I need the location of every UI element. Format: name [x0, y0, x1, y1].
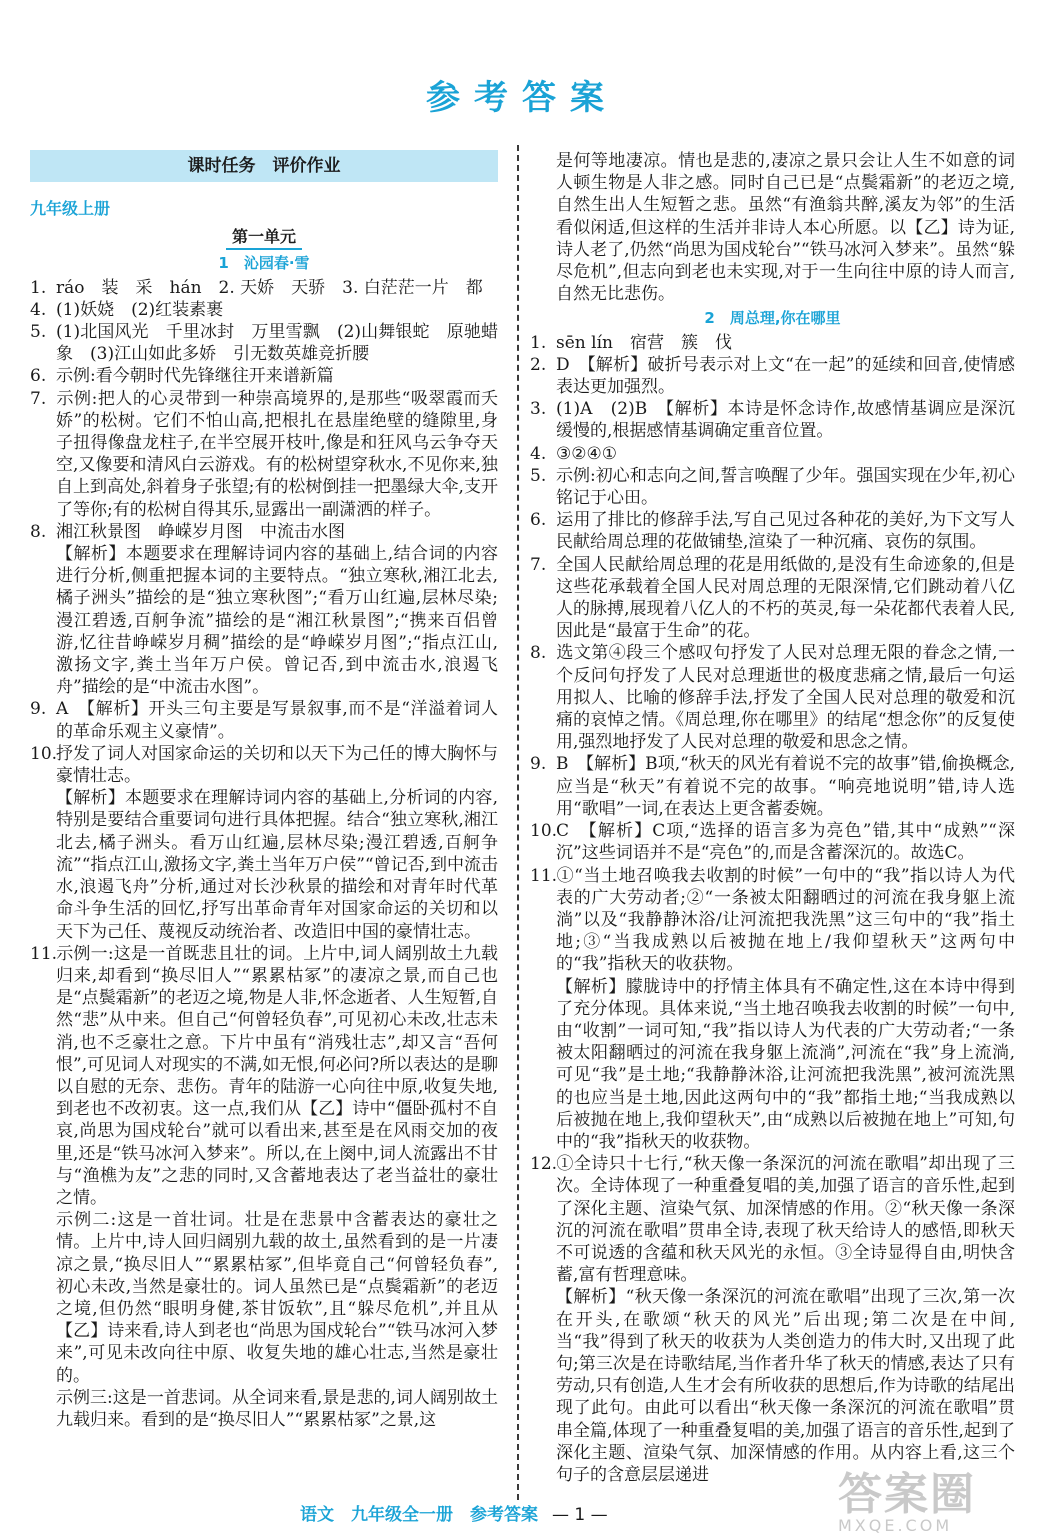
item-text: 全国人民献给周总理的花是用纸做的,是没有生命迹象的,但是这些花承载着全国人民对周总理的无限深情,它们跳动着八亿人的脉搏,展现着八亿人的不朽的英灵,每一朵花都代表着人民,因此是“最富于生命”的花。 [556, 554, 1015, 642]
item-number: 11. [530, 865, 558, 886]
item-number: 8. [30, 521, 47, 542]
answer-item [530, 332, 1015, 354]
item-number: 8. [530, 643, 547, 664]
answer-item [30, 521, 498, 543]
item-text: ③②④① [556, 443, 617, 464]
analysis-note: 【解析】本题要求在理解诗词内容的基础上,分析词的内容,特别是要结合重要词句进行具体把握。结合“独立寒秋,湘江北去,橘子洲头。看万山红遍,层林尽染;漫江碧透,百舸争流”“指点江山,激扬文字,粪土当年万户侯”“曾记否,到中流击水,浪遏飞舟”分析,通过对长沙秋景的描绘和对青年时代革命斗争生活的回忆,抒写出革命青年对国家命运的关切和以天下为己任、蔑视反动统治者、改造旧中国的豪情壮志。 [56, 788, 498, 942]
item-number: 10. [30, 743, 58, 764]
answer-item [30, 698, 498, 742]
answer-item [530, 865, 1015, 976]
item-number: 6. [30, 366, 47, 387]
section-banner: 课时任务 评价作业 [30, 150, 498, 182]
item-text: 示例:看今朝时代先锋继往开来谱新篇 [56, 366, 334, 387]
answer-item [530, 443, 1015, 465]
example-text: 示例二:这是一首壮词。壮是在悲景中含蓄表达的豪壮之情。上片中,诗人回归阔别九载的故土,虽然看到的是一片凄凉之景,“换尽旧人”“累累枯冢”,但毕竟自己“何曾轻负春”,初心未改,当然是豪壮的。词人虽然已是“点鬓霜新”的老迈之境,但仍然“眼明身健,茶甘饭软”,且“躲尽危机”,并且从【乙】诗来看,诗人到老也“尚思为国戍轮台”“铁马冰河入梦来”,可见未改向往中原、收复失地的雄心壮志,当然是豪壮的。 [56, 1210, 498, 1386]
answer-item [530, 1153, 1015, 1286]
answer-item [530, 753, 1015, 820]
item-text: D 【解析】破折号表示对上文“在一起”的延续和回音,使情感表达更加强烈。 [556, 354, 1015, 398]
item-text: 示例:初心和志向之间,誓言唤醒了少年。强国实现在少年,初心铭记于心田。 [556, 465, 1015, 509]
item-text: sēn lín 宿营 簇 伐 [556, 332, 732, 353]
lesson-heading-1: 1 沁园春·雪 [218, 254, 310, 273]
item-number: 10. [530, 821, 558, 842]
answer-item [30, 321, 498, 365]
answer-item [30, 743, 498, 787]
example-text: 示例三:这是一首悲词。从全词来看,景是悲的,词人阔别故土九载归来。看到的是“换尽旧人”“累累枯冢”之景,这 [56, 1387, 498, 1430]
item-number: 7. [30, 388, 47, 409]
column-divider [517, 145, 519, 1500]
answer-item [530, 354, 1015, 398]
analysis-note: 【解析】“秋天像一条深沉的河流在歌唱”出现了三次,第一次在开头,在歌颂“秋天的风光”后出现;第二次是在中间,当“我”得到了秋天的收获为人类创造力的伟大时,又出现了此句;第三次是在诗歌结尾,当作者升华了秋天的情感,表达了只有劳动,只有创造,人生才会有所收获的思想后,作为诗歌的结尾出现了此句。由此可以看出“秋天像一条深沉的河流在歌唱”贯串全篇,体现了一种重叠复唱的美,加强了语言的音乐性,起到了深化主题、渲染气氛、加深情感的作用。从内容上看,这三个句子的含意层层递进 [556, 1287, 1015, 1485]
item-text: (1)北国风光 千里冰封 万里雪飘 (2)山舞银蛇 原驰蜡象 (3)江山如此多娇 引无数英雄竞折腰 [56, 322, 498, 365]
item-text: 运用了排比的修辞手法,写自己见过各种花的美好,为下文写人民献给周总理的花做铺垫,渲染了一种沉痛、哀伤的氛围。 [556, 510, 1015, 553]
item-number: 1. [530, 332, 547, 353]
item-number: 4. [30, 299, 47, 320]
grade-heading: 九年级上册 [30, 199, 111, 218]
answer-item [530, 398, 1015, 442]
item-text: 选文第④段三个感叹句抒发了人民对总理无限的眷念之情,一个反问句抒发了人民对总理逝世的极度悲痛之情,最后一句运用拟人、比喻的修辞手法,抒发了全国人民对总理的敬爱和沉痛的哀悼之情。《周总理,你在哪里》的结尾“想念你”的反复使用,强烈地抒发了人民对总理的敬爱和思念之情。 [556, 643, 1015, 753]
answer-item [530, 642, 1015, 753]
answer-item [530, 554, 1015, 643]
watermark-url: MXQE.COM [838, 1516, 953, 1535]
item-text: A 【解析】开头三句主要是写景叙事,而不是“洋溢着词人的革命乐观主义豪情”。 [56, 699, 498, 742]
answer-item [530, 465, 1015, 509]
item-number: 12. [530, 1154, 558, 1175]
item-text: ①全诗只十七行,“秋天像一条深沉的河流在歌唱”却出现了三次。全诗体现了一种重叠复唱的美,加强了语言的音乐性,起到了深化主题、渲染气氛、加深情感的作用。②“秋天像一条深沉的河流在歌唱”贯串全诗,表现了秋天给诗人的感悟,即秋天不可说透的含蕴和秋天风光的永恒。③全诗显得自由,明快含蓄,富有哲理意味。 [556, 1154, 1015, 1286]
analysis-note: 【解析】本题要求在理解诗词内容的基础上,结合词的内容进行分析,侧重把握本词的主要特点。“独立寒秋,湘江北去,橘子洲头”描绘的是“独立寒秋图”;“看万山红遍,层林尽染;漫江碧透,百舸争流”描绘的是“湘江秋景图”;“携来百侣曾游,忆往昔峥嵘岁月稠”描绘的是“峥嵘岁月图”;“指点江山,激扬文字,粪土当年万户侯。曾记否,到中流击水,浪遏飞舟”描绘的是“中流击水图”。 [56, 544, 498, 698]
item-number: 5. [30, 322, 47, 343]
item-text: 湘江秋景图 峥嵘岁月图 中流击水图 [56, 521, 345, 542]
item-text: 示例:把人的心灵带到一种崇高境界的,是那些“吸翠霞而夭娇”的松树。它们不怕山高,把根扎在悬崖绝壁的缝隙里,身子扭得像盘龙柱子,在半空展开枝叶,像是和狂风乌云争夺天空,又像要和清风白云游戏。有的松树望穿秋水,不见你来,独自上到高处,斜着身子张望;有的松树倒挂一把墨绿大伞,支开了等你;有的松树自得其乐,显露出一副潇洒的样子。 [56, 388, 498, 520]
item-text: B 【解析】B项,“秋天的风光有着说不完的故事”错,偷换概念,应当是“秋天”有着说不完的故事。“响亮地说明”错,诗人选用“歌唱”一词,在表达上更含蓄委婉。 [556, 754, 1015, 819]
answer-item [30, 943, 498, 1209]
answer-item [30, 299, 498, 321]
item-number: 4. [530, 443, 547, 464]
unit-label: 第一单元 [226, 226, 302, 250]
answer-item [30, 388, 498, 521]
item-number: 6. [530, 510, 547, 531]
answer-item [530, 509, 1015, 553]
answer-item [30, 277, 498, 299]
item-number: 5. [530, 465, 547, 486]
footer-label: 语文 九年级全一册 参考答案 [300, 1505, 538, 1525]
item-number: 9. [30, 699, 47, 720]
page-title: 参考答案 [426, 78, 618, 118]
page-footer [300, 1500, 608, 1525]
item-number: 2. [530, 354, 547, 375]
page-number: — 1 — [552, 1505, 608, 1525]
analysis-note: 【解析】朦胧诗中的抒情主体具有不确定性,这在本诗中得到了充分体现。具体来说,“当土地召唤我去收割的时候”一句中,由“收割”一词可知,“我”指以诗人为代表的广大劳动者;“一条被太阳翻晒过的河流在我身躯上流淌”,河流在“我”身上流淌,可见“我”是土地;“我静静沐浴,让河流把我洗黑”,被河流洗黑的也应当是土地,因此这两句中的“我”都指土地;“当我成熟以后被抛在地上,我仰望秋天”,由“成熟以后被抛在地上”可知,句中的“我”指秋天的收获物。 [556, 976, 1015, 1152]
watermark-logo [838, 1458, 976, 1535]
answer-item [30, 365, 498, 387]
item-text: ráo 装 采 hán 2. 天娇 天骄 3. 白茫茫一片 都 [56, 277, 483, 298]
item-text: 抒发了词人对国家命运的关切和以天下为己任的博大胸怀与豪情壮志。 [56, 743, 498, 787]
item-text: C 【解析】C项,“选择的语言多为亮色”错,其中“成熟”“深沉”这些词语并不是“亮色”的,而是含蓄深沉的。故选C。 [556, 821, 1015, 864]
item-number: 11. [30, 943, 58, 964]
unit-heading [30, 226, 498, 250]
item-number: 7. [530, 554, 547, 575]
item-number: 9. [530, 754, 547, 775]
right-column [530, 150, 1015, 1486]
item-text: (1)妖娆 (2)红装素裹 [56, 299, 224, 320]
item-text: (1)A (2)B 【解析】本诗是怀念诗作,故感情基调应是深沉缓慢的,根据感情基调确定重音位置。 [556, 399, 1015, 442]
answer-item [530, 820, 1015, 864]
watermark-title: 答案圈 [838, 1469, 976, 1520]
item-text: 示例一:这是一首既悲且壮的词。上片中,词人阔别故土九载归来,却看到“换尽旧人”“累累枯冢”的凄凉之景,而自己也是“点鬓霜新”的老迈之境,物是人非,怀念逝者、人生短暂,自然“悲”从中来。但自己“何曾轻负春”,可见初心未改,壮志未消,也不乏豪壮之意。下片中虽有“消残壮志”,却又言“吾何恨”,可见词人对现实的不满,如无恨,何必问?所以表达的是聊以自慰的无奈、悲伤。青年的陆游一心向往中原,收复失地,到老也不改初衷。这一点,我们从【乙】诗中“僵卧孤村不自哀,尚思为国戍轮台”就可以看出来,甚至是在风雨交加的夜里,还是“铁马冰河入梦来”。所以,在上阕中,词人流露出不甘与“渔樵为友”之悲的同时,又含蓄地表达了老当益壮的豪壮之情。 [56, 943, 499, 1208]
continued-text: 是何等地凄凉。情也是悲的,凄凉之景只会让人生不如意的词人顿生物是人非之感。同时自己已是“点鬓霜新”的老迈之境,自然生出人生短暂之悲。虽然“有渔翁共醉,溪友为邻”的生活看似闲适,但这样的生活并非诗人本心所愿。以【乙】诗为证,诗人老了,仍然“尚思为国戍轮台”“铁马冰河入梦来”。虽然“躲尽危机”,但志向到老也未实现,对于一生向往中原的诗人而言,自然无比悲伤。 [556, 151, 1015, 305]
left-column [30, 150, 498, 1431]
lesson-heading-2: 2 周总理,你在哪里 [704, 309, 841, 328]
item-text: ①“当土地召唤我去收割的时候”一句中的“我”指以诗人为代表的广大劳动者;②“一条被太阳翻晒过的河流在我身躯上流淌”以及“我静静沐浴/让河流把我洗黑”这三句中的“我”指土地;③“当我成熟以后被抛在地上/我仰望秋天”这两句中的“我”指秋天的收获物。 [556, 865, 1015, 975]
item-number: 1. [30, 277, 47, 298]
item-number: 3. [530, 399, 547, 420]
